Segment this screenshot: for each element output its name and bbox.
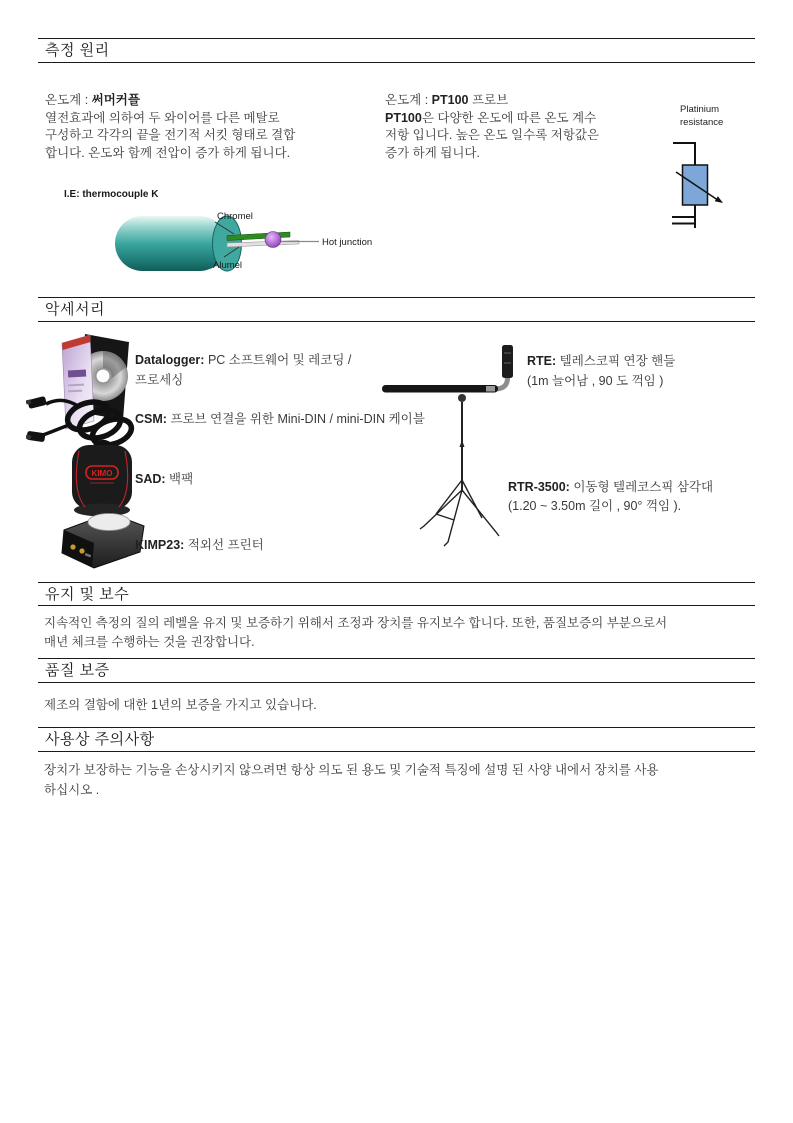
warranty-body: 제조의 결함에 대한 1년의 보증을 가지고 있습니다. [44,698,317,712]
pt100-bold: PT100 [385,110,422,125]
platinum-label-line1: Platinium [680,104,720,115]
hot-junction-label: Hot junction [322,237,373,248]
platinum-resistance-figure [648,98,788,268]
probe-body [115,216,227,271]
kimp23-name: KIMP23: [135,538,185,552]
precautions-body [44,760,756,800]
rtr3500-name: RTR-3500: [508,480,570,494]
csm-name: CSM: [135,412,167,426]
handle-grip [502,345,513,378]
top-wire [673,143,695,165]
rte-handle-image [378,342,528,397]
cd-hole [96,369,110,383]
maintenance-line2: 매년 체크를 수행하는 것을 권장합니다. [44,635,255,649]
rtr3500-label-line2: (1.20 ~ 3.50m 길이 , 90° 꺽임 ). [508,499,682,513]
probe-label: 프로브 [468,93,509,107]
rte-name: RTE: [527,354,557,368]
alumel-label: Alumel [213,260,243,271]
thermocouple-paragraph [45,92,375,162]
box-title-bar [68,370,86,378]
rtr3500-label [508,478,713,497]
thermometer-label: 온도계 : [45,93,92,107]
pt100-line3: 증가 하게 됩니다. [385,145,480,160]
section-title-precautions: 사용상 주의사항 [45,731,155,748]
rtr3500-tripod-image [410,392,514,550]
tripod-legs [420,480,499,546]
rte-label-line2: (1m 늘어남 , 90 도 꺽임 ) [527,374,664,388]
maintenance-body [44,614,756,652]
datalogger-label-line2: 프로세싱 [135,373,184,387]
chromel-label: Chromel [217,211,253,222]
pt100-line1 [385,110,665,128]
thermocouple-line3: 합니다. 온도와 함께 전압이 증가 하게 됩니다. [45,145,291,160]
csm-desc: 프로브 연결을 위한 Mini-DIN / mini-DIN 케이블 [170,412,425,426]
plug-tip-2 [26,435,31,440]
datalogger-name: Datalogger: [135,353,205,367]
divider [38,321,755,322]
thermocouple-line2: 구성하고 각각의 끝을 전기적 서킷 형태로 결합 [45,128,296,142]
printer-button-2 [79,548,84,553]
rte-label [527,352,675,371]
sad-name: SAD: [135,472,166,486]
divider [38,682,755,683]
pole-clamp [460,440,465,447]
thermocouple-name: 써머커플 [91,93,140,107]
kimo-logo-text: KIMO [91,469,113,478]
rod-joint [486,386,495,392]
precautions-line1: 장치가 보장하는 기능을 손상시키지 않으려면 항상 의도 된 용도 및 기술적 특징에 설명 된 사양 내에서 장치를 사용 [44,763,659,777]
thermocouple-figure-caption: I.E: thermocouple K [64,189,159,200]
section-title-warranty: 품질 보증 [45,662,110,679]
divider [38,605,755,606]
sad-desc: 백팩 [169,472,194,486]
arrowhead [715,196,723,203]
tripod-top-ball [458,394,466,402]
divider [38,582,755,583]
section-title-principle: 측정 원리 [45,42,110,59]
paper-roll [88,514,130,531]
thermocouple-heading [45,92,375,110]
pt100-heading [385,92,665,110]
datalogger-label [135,351,351,370]
divider [38,297,755,298]
pt100-rest: 은 다양한 온도에 따른 온도 계수 [421,110,597,125]
kimp23-label [135,536,264,555]
sad-backpack-image [64,438,140,518]
precautions-line2: 하십시오 . [44,783,100,797]
maintenance-line1: 지속적인 측정의 질의 레벨을 유지 및 보증하기 위해서 조정과 장치를 유지보수 합니다. 또한, 품질보증의 부분으로서 [44,616,668,630]
divider [38,727,755,728]
sad-label [135,470,193,489]
divider [38,38,755,39]
hot-junction-ball [265,232,281,248]
thermometer-label: 온도계 : [385,93,432,107]
printer-button-1 [70,544,75,549]
pt100-line2: 저항 입니다. 높은 온도 일수록 저항값은 [385,128,600,142]
csm-label [135,410,425,429]
pt100-name: PT100 [431,93,469,107]
divider [38,658,755,659]
thermocouple-line1: 열전효과에 의하여 두 와이어를 다른 메탈로 [45,110,280,125]
rtr3500-desc: 이동형 텔레코스픽 삼각대 [573,480,714,494]
platinum-label-line2: resistance [680,117,724,128]
kimp23-desc: 적외선 프린터 [187,538,264,552]
thermocouple-figure [103,206,373,280]
divider [38,62,755,63]
section-title-accessories: 악세서리 [45,301,105,318]
datalogger-desc: PC 소프트웨어 및 레코딩 / [207,353,352,367]
section-title-maintenance: 유지 및 보수 [45,586,130,603]
rte-desc: 텔레스코픽 연장 핸들 [559,354,676,368]
divider [38,751,755,752]
pt100-paragraph [385,92,665,162]
